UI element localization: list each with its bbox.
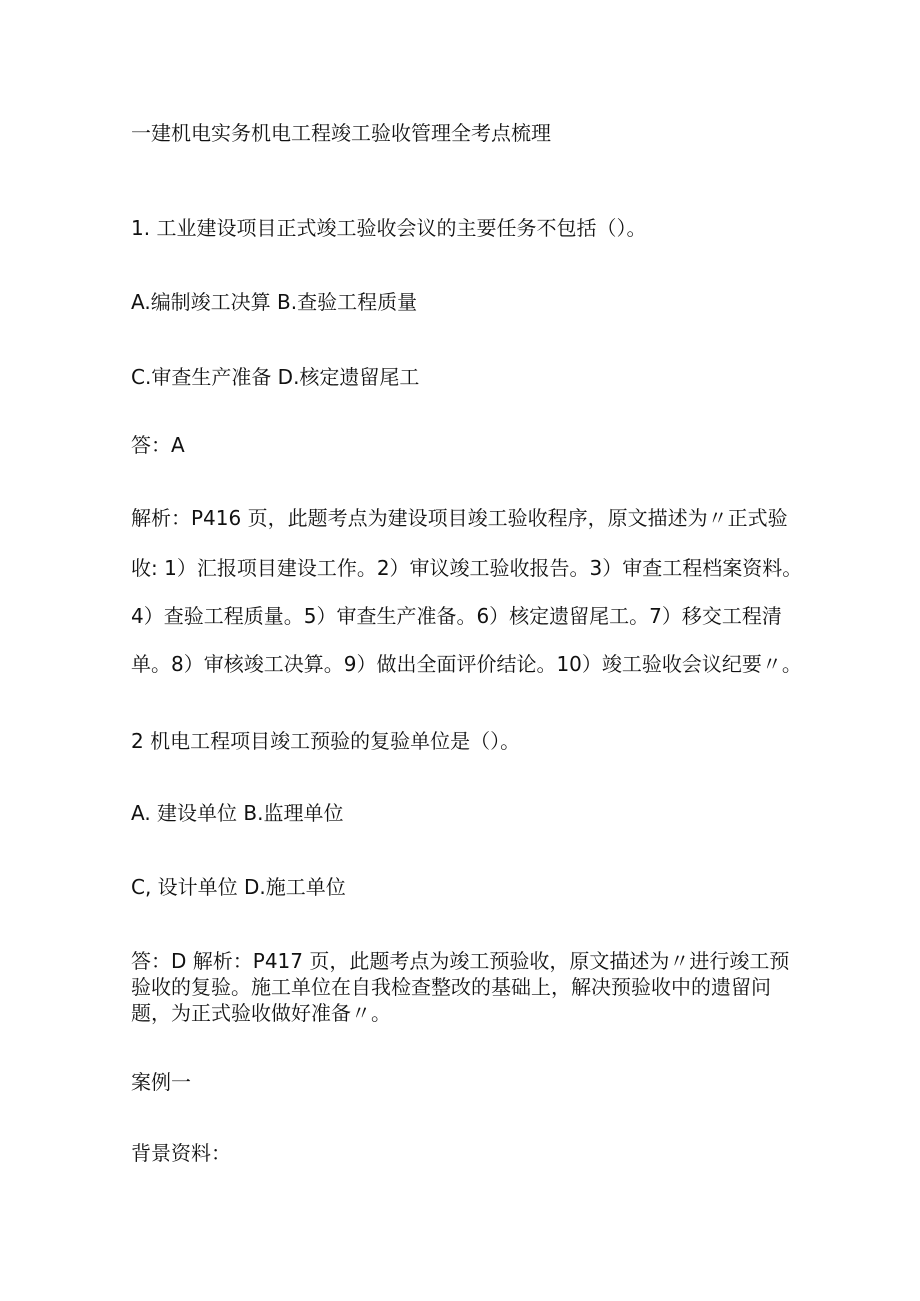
- question-1-text: 1. 工业建设项目正式竣工验收会议的主要任务不包括（）。: [131, 216, 647, 240]
- question-1-explanation-line-2: 收: 1）汇报项目建设工作。2）审议竣工验收报告。3）审查工程档案资料。: [131, 556, 803, 580]
- question-1-options-ab: A.编制竣工决算 B.查验工程质量: [131, 290, 418, 314]
- case-title: 案例一: [131, 1070, 191, 1094]
- question-2-answer-line-3: 题，为正式验收做好准备〃。: [131, 1001, 391, 1025]
- question-1-options-cd: C.审查生产准备 D.核定遗留尾工: [131, 365, 420, 389]
- question-2-options-cd: C, 设计单位 D.施工单位: [131, 875, 346, 899]
- background-label: 背景资料：: [131, 1141, 231, 1165]
- document-title: 一建机电实务机电工程竣工验收管理全考点梳理: [131, 121, 551, 145]
- question-2-answer-line-2: 验收的复验。施工单位在自我检查整改的基础上，解决预验收中的遗留问: [131, 975, 771, 999]
- question-1-explanation-line-1: 解析：P416 页，此题考点为建设项目竣工验收程序，原文描述为〃正式验: [131, 506, 788, 530]
- question-1-answer: 答：A: [131, 433, 185, 457]
- question-2-text: 2 机电工程项目竣工预验的复验单位是（）。: [131, 729, 521, 753]
- question-2-options-ab: A. 建设单位 B.监理单位: [131, 801, 344, 825]
- question-2-answer-line-1: 答：D 解析：P417 页，此题考点为竣工预验收，原文描述为〃进行竣工预: [131, 949, 790, 973]
- question-1-explanation-line-3: 4）查验工程质量。5）审查生产准备。6）核定遗留尾工。7）移交工程清: [131, 604, 782, 628]
- question-1-explanation-line-4: 单。8）审核竣工决算。9）做出全面评价结论。10）竣工验收会议纪要〃。: [131, 652, 802, 676]
